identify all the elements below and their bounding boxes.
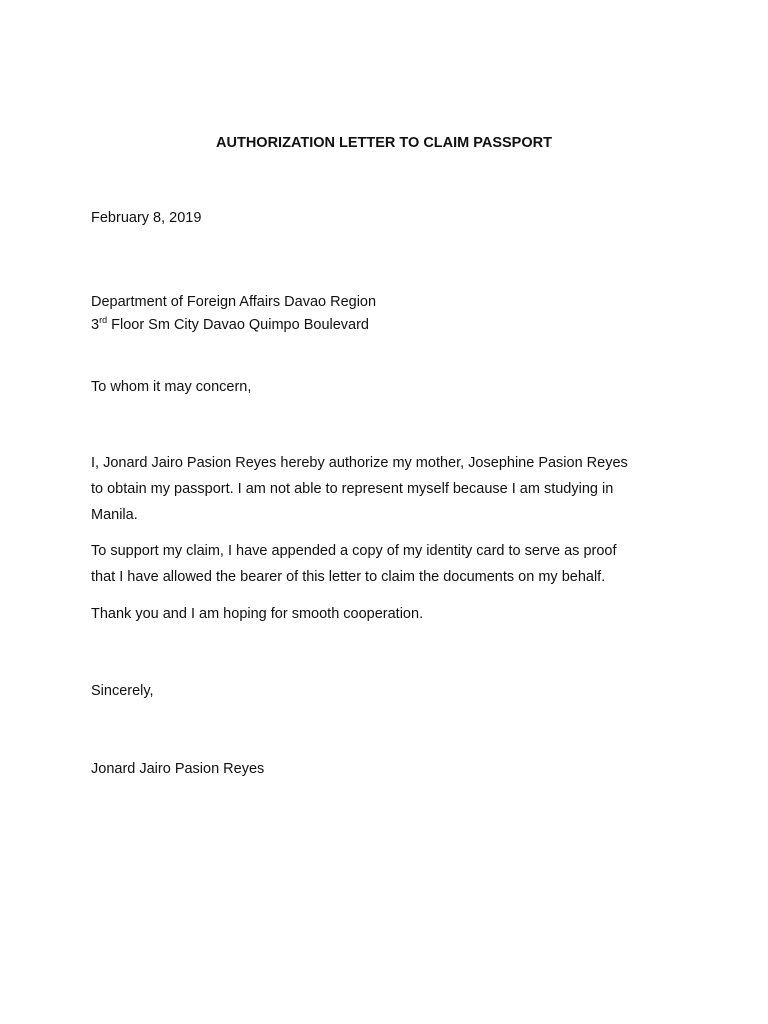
paragraph-line: to obtain my passport. I am not able to represent myself because I am studying in [91,481,614,497]
floor-ordinal-suffix: rd [99,315,108,325]
body-paragraph-2 [91,538,691,590]
closing: Sincerely, [91,683,154,699]
signature-name: Jonard Jairo Pasion Reyes [91,761,265,777]
recipient-address: Floor Sm City Davao Quimpo Boulevard [107,317,369,333]
letter-title: AUTHORIZATION LETTER TO CLAIM PASSPORT [216,135,552,151]
paragraph-line: To support my claim, I have appended a copy of my identity card to serve as proof [91,543,617,559]
body-paragraph-1 [91,450,691,528]
letter-date: February 8, 2019 [91,210,202,226]
salutation: To whom it may concern, [91,379,252,395]
floor-number: 3 [91,317,100,333]
paragraph-line: that I have allowed the bearer of this letter to claim the documents on my behalf. [91,569,606,585]
body-paragraph-3 [91,601,691,627]
paragraph-line: I, Jonard Jairo Pasion Reyes hereby authorize my mother, Josephine Pasion Reyes [91,455,628,471]
recipient-line-1: Department of Foreign Affairs Davao Region [91,294,377,310]
paragraph-line: Thank you and I am hoping for smooth cooperation. [91,606,424,622]
paragraph-line: Manila. [91,507,138,523]
recipient-line-2 [91,314,369,336]
